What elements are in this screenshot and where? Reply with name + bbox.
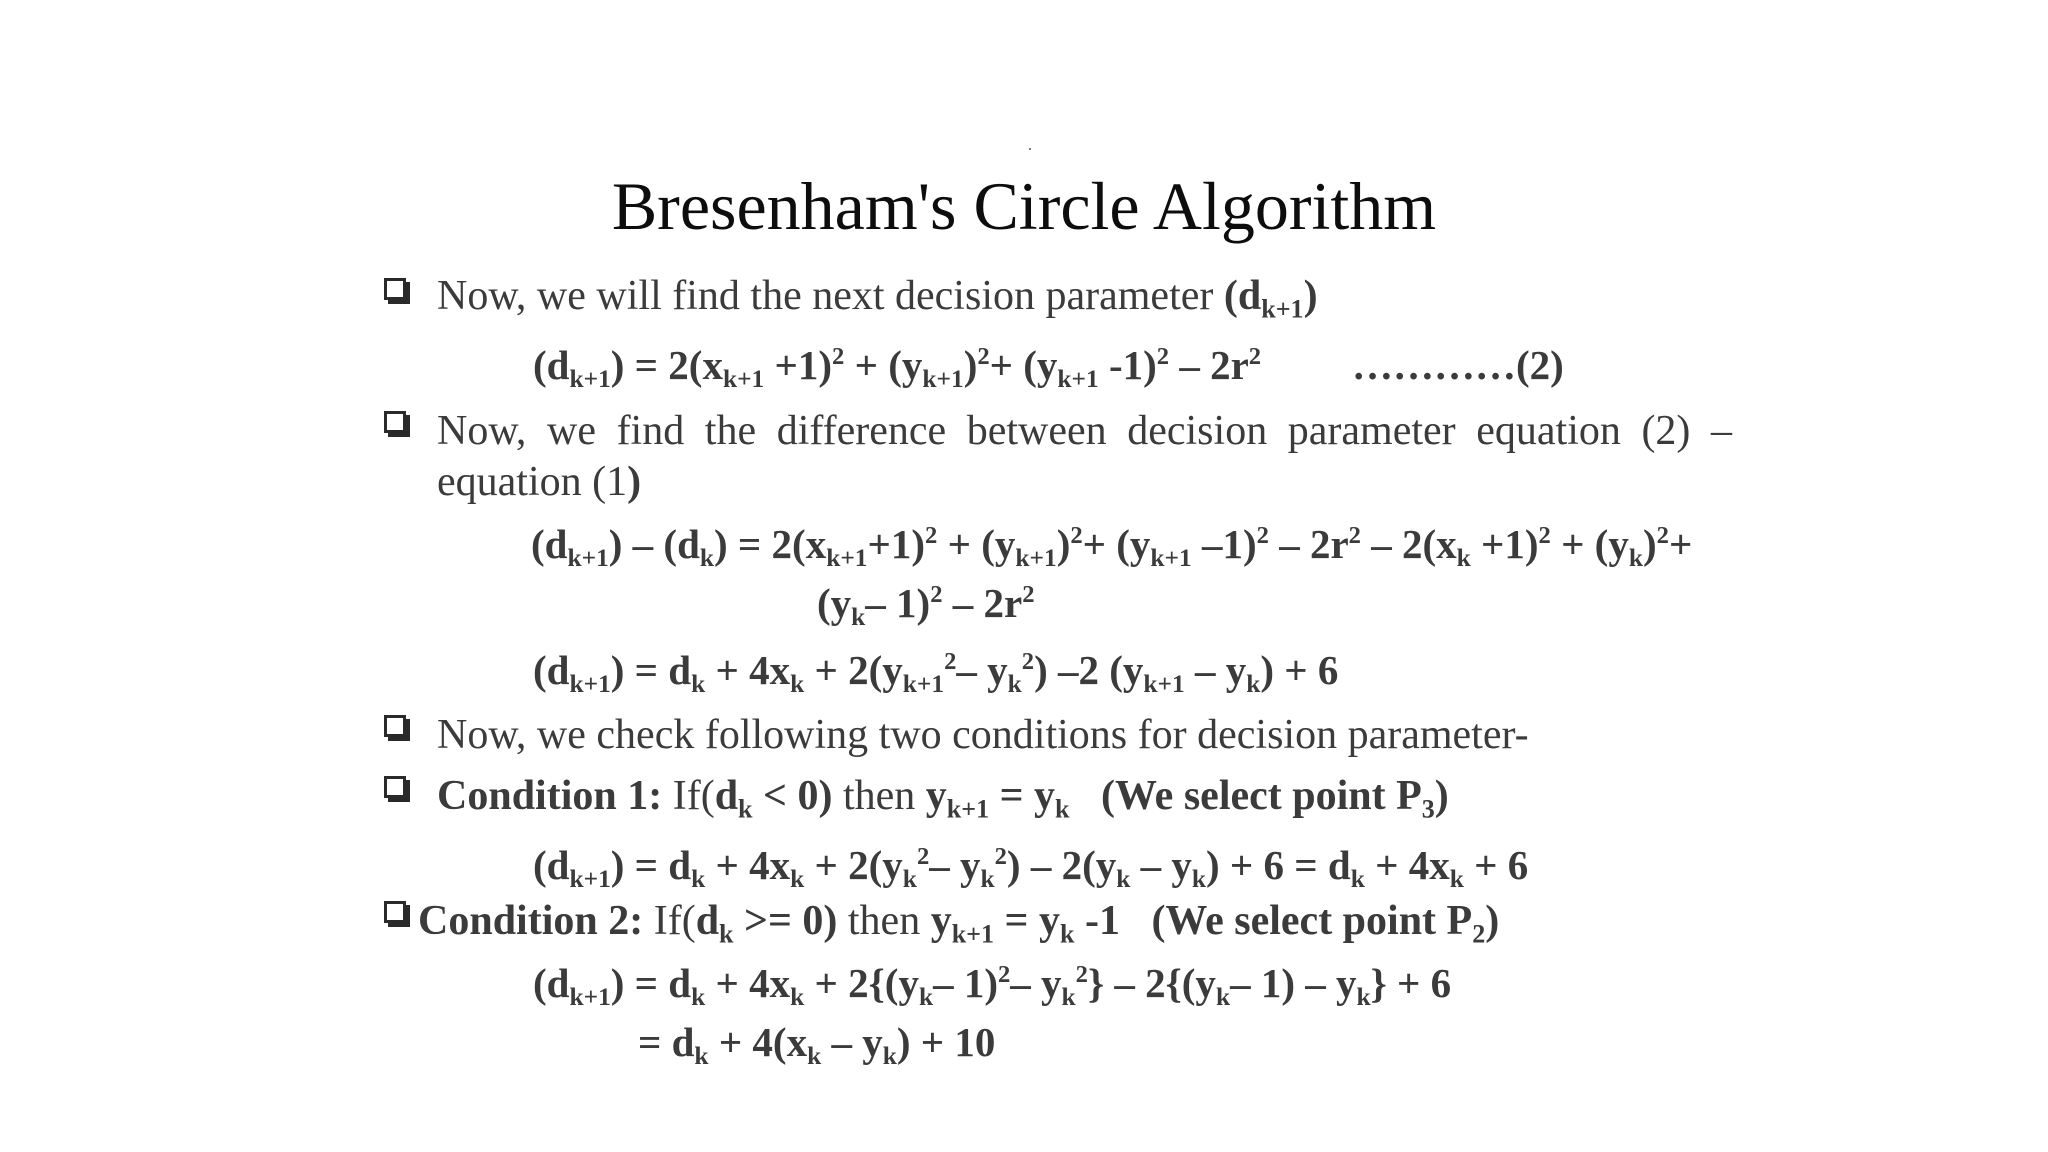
checkbox-bullet-icon — [384, 278, 406, 300]
condition-2-line: Condition 2: $If(d_k >= 0)$ then $y_{k+1} = y_k$ -1 (We select point $P_2$) — [418, 898, 1500, 949]
slide-title: Bresenham's Circle Algorithm — [611, 168, 1437, 244]
condition-2-if: If( — [643, 898, 696, 944]
bullet-2-close-paren: ) — [627, 459, 642, 505]
simplified-equation: $(d_{k+1}) = d_k + 4x_k + 2(y_{k+1}^2-$ $y_k^2$) –2 $(y_{k+1} - y_k) + 6$ — [533, 647, 1339, 699]
bullet-2-line-2-text: equation (1 — [437, 459, 628, 505]
bullet-1-param: $(d_{k+1})$ — [1223, 273, 1318, 324]
difference-equation-line-1: $(d_{k+1}) - (d_k) = 2(x_{k+1}+1)^2 + (y_{k+1})^2+ (y_{k+1}$ $-1)^2 - 2r^2 - 2(x_k +1)^2 + (y_k)^2+$ — [531, 521, 1693, 573]
bullet-2-line-2 — [437, 457, 641, 507]
condition-1-equation: $(d_{k+1}) = d_k + 4x_k + 2(y_k^2-$ $y_k^2) - 2(y_k - y_k) + 6 = d_k + 4x_k + 6$ — [533, 842, 1529, 894]
bullet-3-text: Now, we check following two conditions for decision parameter- — [437, 712, 1529, 758]
checkbox-bullet-icon — [384, 715, 406, 737]
equation-2: $(d_{k+1}) = 2(x_{k+1} +1)^2 + (y_{k+1})^2+ (y_{k+1}$ $-1)^2 - 2r^2$ — [533, 342, 1262, 394]
bullet-2-line-1: Now, we find the difference between decision parameter equation (2) – — [437, 408, 1732, 454]
condition-1-if: If( — [662, 773, 715, 819]
condition-2-then: then — [837, 898, 931, 944]
condition-1-label: Condition 1: — [437, 773, 663, 819]
difference-equation-line-2: ($y_k-$ $1)^2 - 2r^2$ — [817, 580, 1035, 632]
checkbox-bullet-icon — [384, 776, 406, 798]
condition-1-then: then — [832, 773, 926, 819]
bullet-1-label: Now, we will find the next decision parameter — [437, 273, 1214, 319]
equation-2-tag: …………(2) — [1352, 342, 1564, 388]
stray-dot — [1029, 148, 1031, 150]
condition-2-equation-line-2: = $d_k + 4(x_k - y_k) + 10$ — [638, 1019, 996, 1071]
condition-2-equation-line-1: $(d_{k+1}) = d_k + 4x_k + 2\{(y_k-$ 1)$^2$– $y_k^2\} - 2\{(y_k-$ $1) - y_k\} + 6$ — [533, 960, 1452, 1012]
condition-2-label: Condition 2: — [418, 898, 644, 944]
checkbox-bullet-icon — [384, 411, 406, 433]
bullet-1-text — [437, 271, 1318, 324]
checkbox-bullet-icon — [384, 901, 406, 923]
condition-1-line: Condition 1: $If(d_k < 0)$ then $y_{k+1} = y_k$ (We select point $P_3$) — [437, 773, 1449, 824]
